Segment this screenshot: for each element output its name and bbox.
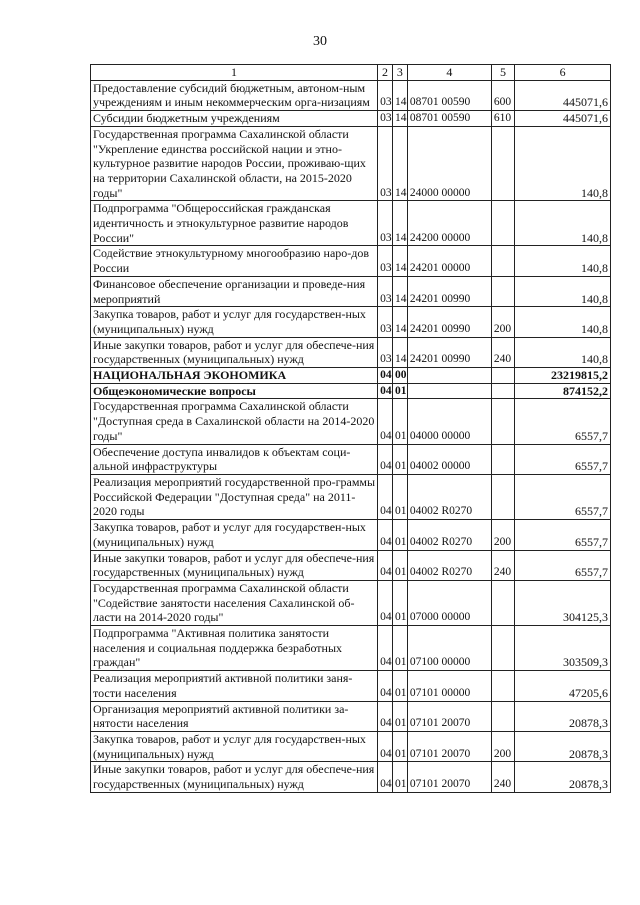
section-code-cell: 04 — [378, 701, 393, 731]
table-row — [91, 580, 611, 625]
table-row — [91, 762, 611, 792]
column-header-1: 1 — [91, 65, 378, 81]
subsection-code-cell: 14 — [392, 201, 407, 246]
target-article-cell: 04002 R0270 — [407, 474, 491, 519]
table-row — [91, 671, 611, 701]
section-code-cell: 03 — [378, 80, 393, 110]
table-row — [91, 383, 611, 399]
target-article-cell — [407, 368, 491, 384]
subsection-code-cell: 01 — [392, 671, 407, 701]
expense-type-cell — [491, 474, 514, 519]
expense-type-cell: 200 — [491, 520, 514, 550]
section-code-cell: 03 — [378, 201, 393, 246]
row-name-cell: Подпрограмма "Общероссийская гражданская идентичность и этнокультурное развитие народов России" — [91, 201, 378, 246]
expense-type-cell — [491, 671, 514, 701]
row-name-cell: Реализация мероприятий государственной про-граммы Российской Федерации "Доступная среда" на 2011-2020 годы — [91, 474, 378, 519]
table-row — [91, 701, 611, 731]
column-header-5: 5 — [491, 65, 514, 81]
row-name-cell: НАЦИОНАЛЬНАЯ ЭКОНОМИКА — [91, 368, 378, 384]
section-code-cell: 04 — [378, 368, 393, 384]
section-code-cell: 03 — [378, 276, 393, 306]
row-name-cell: Субсидии бюджетным учреждениям — [91, 111, 378, 127]
subsection-code-cell: 01 — [392, 731, 407, 761]
section-code-cell: 04 — [378, 580, 393, 625]
target-article-cell: 04002 R0270 — [407, 550, 491, 580]
amount-cell: 20878,3 — [515, 701, 611, 731]
table-row — [91, 626, 611, 671]
budget-table — [90, 64, 611, 793]
amount-cell: 140,8 — [515, 201, 611, 246]
section-code-cell: 04 — [378, 550, 393, 580]
expense-type-cell — [491, 368, 514, 384]
amount-cell: 140,8 — [515, 307, 611, 337]
subsection-code-cell: 01 — [392, 701, 407, 731]
column-header-6: 6 — [515, 65, 611, 81]
amount-cell: 20878,3 — [515, 731, 611, 761]
target-article-cell: 24000 00000 — [407, 126, 491, 201]
row-name-cell: Иные закупки товаров, работ и услуг для обеспече-ния государственных (муниципальных) нужд — [91, 762, 378, 792]
subsection-code-cell: 14 — [392, 126, 407, 201]
expense-type-cell: 240 — [491, 337, 514, 367]
target-article-cell: 04002 R0270 — [407, 520, 491, 550]
target-article-cell: 24201 00990 — [407, 276, 491, 306]
subsection-code-cell: 00 — [392, 368, 407, 384]
subsection-code-cell: 14 — [392, 80, 407, 110]
row-name-cell: Закупка товаров, работ и услуг для государствен-ных (муниципальных) нужд — [91, 731, 378, 761]
row-name-cell: Государственная программа Сахалинской области "Доступная среда в Сахалинской области на 2014-2020 годы" — [91, 399, 378, 444]
section-code-cell: 04 — [378, 731, 393, 761]
row-name-cell: Предоставление субсидий бюджетным, автоном-ным учреждениям и иным некоммерческим орга-низациям — [91, 80, 378, 110]
subsection-code-cell: 14 — [392, 111, 407, 127]
section-code-cell: 03 — [378, 337, 393, 367]
subsection-code-cell: 14 — [392, 337, 407, 367]
row-name-cell: Закупка товаров, работ и услуг для государствен-ных (муниципальных) нужд — [91, 520, 378, 550]
expense-type-cell — [491, 580, 514, 625]
expense-type-cell — [491, 399, 514, 444]
table-row — [91, 444, 611, 474]
table-row — [91, 550, 611, 580]
column-header-4: 4 — [407, 65, 491, 81]
table-row — [91, 276, 611, 306]
row-name-cell: Иные закупки товаров, работ и услуг для обеспече-ния государственных (муниципальных) нужд — [91, 550, 378, 580]
amount-cell: 874152,2 — [515, 383, 611, 399]
section-code-cell: 04 — [378, 383, 393, 399]
subsection-code-cell: 01 — [392, 520, 407, 550]
target-article-cell: 07101 20070 — [407, 762, 491, 792]
row-name-cell: Содействие этнокультурному многообразию наро-дов России — [91, 246, 378, 276]
subsection-code-cell: 01 — [392, 383, 407, 399]
section-code-cell: 04 — [378, 399, 393, 444]
expense-type-cell — [491, 444, 514, 474]
amount-cell: 445071,6 — [515, 111, 611, 127]
expense-type-cell: 240 — [491, 762, 514, 792]
row-name-cell: Закупка товаров, работ и услуг для государствен-ных (муниципальных) нужд — [91, 307, 378, 337]
amount-cell: 445071,6 — [515, 80, 611, 110]
subsection-code-cell: 01 — [392, 474, 407, 519]
target-article-cell: 07101 20070 — [407, 701, 491, 731]
row-name-cell: Организация мероприятий активной политики за-нятости населения — [91, 701, 378, 731]
table-row — [91, 399, 611, 444]
expense-type-cell: 600 — [491, 80, 514, 110]
section-code-cell: 03 — [378, 111, 393, 127]
target-article-cell: 08701 00590 — [407, 111, 491, 127]
table-row — [91, 80, 611, 110]
table-row — [91, 337, 611, 367]
expense-type-cell: 200 — [491, 307, 514, 337]
subsection-code-cell: 14 — [392, 246, 407, 276]
amount-cell: 140,8 — [515, 126, 611, 201]
column-header-2: 2 — [378, 65, 393, 81]
target-article-cell: 07000 00000 — [407, 580, 491, 625]
target-article-cell: 07100 00000 — [407, 626, 491, 671]
target-article-cell: 08701 00590 — [407, 80, 491, 110]
amount-cell: 140,8 — [515, 276, 611, 306]
expense-type-cell — [491, 126, 514, 201]
section-code-cell: 04 — [378, 671, 393, 701]
expense-type-cell: 240 — [491, 550, 514, 580]
row-name-cell: Реализация мероприятий активной политики заня-тости населения — [91, 671, 378, 701]
amount-cell: 6557,7 — [515, 444, 611, 474]
subsection-code-cell: 01 — [392, 444, 407, 474]
amount-cell: 6557,7 — [515, 474, 611, 519]
expense-type-cell — [491, 246, 514, 276]
target-article-cell: 04000 00000 — [407, 399, 491, 444]
target-article-cell — [407, 383, 491, 399]
row-name-cell: Общеэкономические вопросы — [91, 383, 378, 399]
table-row — [91, 126, 611, 201]
subsection-code-cell: 01 — [392, 399, 407, 444]
expense-type-cell: 610 — [491, 111, 514, 127]
section-code-cell: 04 — [378, 520, 393, 550]
table-row — [91, 111, 611, 127]
subsection-code-cell: 14 — [392, 276, 407, 306]
expense-type-cell — [491, 276, 514, 306]
target-article-cell: 07101 20070 — [407, 731, 491, 761]
table-row — [91, 474, 611, 519]
budget-table-body — [91, 65, 611, 793]
target-article-cell: 24200 00000 — [407, 201, 491, 246]
subsection-code-cell: 14 — [392, 307, 407, 337]
table-row — [91, 201, 611, 246]
expense-type-cell — [491, 201, 514, 246]
row-name-cell: Государственная программа Сахалинской области "Укрепление единства российской нации и этно-культурное развитие народов России, проживаю-щих на территории Сахалинской области, на 2015-2020 годы" — [91, 126, 378, 201]
target-article-cell: 04002 00000 — [407, 444, 491, 474]
amount-cell: 6557,7 — [515, 399, 611, 444]
row-name-cell: Государственная программа Сахалинской области "Содействие занятости населения Сахалинской об-ласти на 2014-2020 годы" — [91, 580, 378, 625]
page-number: 30 — [313, 34, 327, 49]
amount-cell: 303509,3 — [515, 626, 611, 671]
amount-cell: 20878,3 — [515, 762, 611, 792]
table-header-row — [91, 65, 611, 81]
section-code-cell: 04 — [378, 762, 393, 792]
table-row — [91, 368, 611, 384]
section-code-cell: 03 — [378, 126, 393, 201]
column-header-3: 3 — [392, 65, 407, 81]
expense-type-cell — [491, 383, 514, 399]
row-name-cell: Финансовое обеспечение организации и проведе-ния мероприятий — [91, 276, 378, 306]
amount-cell: 304125,3 — [515, 580, 611, 625]
section-code-cell: 04 — [378, 626, 393, 671]
amount-cell: 47205,6 — [515, 671, 611, 701]
amount-cell: 6557,7 — [515, 550, 611, 580]
target-article-cell: 24201 00000 — [407, 246, 491, 276]
amount-cell: 140,8 — [515, 246, 611, 276]
amount-cell: 23219815,2 — [515, 368, 611, 384]
expense-type-cell: 200 — [491, 731, 514, 761]
target-article-cell: 07101 00000 — [407, 671, 491, 701]
section-code-cell: 03 — [378, 307, 393, 337]
table-row — [91, 307, 611, 337]
amount-cell: 6557,7 — [515, 520, 611, 550]
table-row — [91, 520, 611, 550]
subsection-code-cell: 01 — [392, 626, 407, 671]
row-name-cell: Иные закупки товаров, работ и услуг для обеспече-ния государственных (муниципальных) нужд — [91, 337, 378, 367]
subsection-code-cell: 01 — [392, 550, 407, 580]
section-code-cell: 04 — [378, 474, 393, 519]
table-row — [91, 246, 611, 276]
section-code-cell: 04 — [378, 444, 393, 474]
row-name-cell: Обеспечение доступа инвалидов к объектам соци-альной инфраструктуры — [91, 444, 378, 474]
section-code-cell: 03 — [378, 246, 393, 276]
target-article-cell: 24201 00990 — [407, 307, 491, 337]
expense-type-cell — [491, 626, 514, 671]
table-row — [91, 731, 611, 761]
amount-cell: 140,8 — [515, 337, 611, 367]
expense-type-cell — [491, 701, 514, 731]
target-article-cell: 24201 00990 — [407, 337, 491, 367]
subsection-code-cell: 01 — [392, 762, 407, 792]
subsection-code-cell: 01 — [392, 580, 407, 625]
row-name-cell: Подпрограмма "Активная политика занятости населения и социальная поддержка безработных граждан" — [91, 626, 378, 671]
